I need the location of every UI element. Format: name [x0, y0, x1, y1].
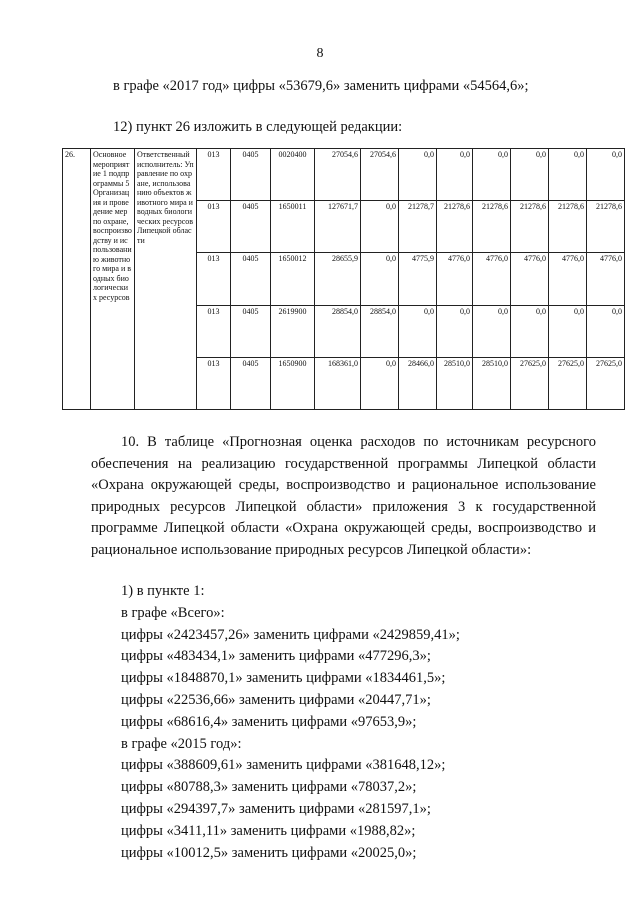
table-cell: 4776,0: [473, 253, 511, 305]
table-cell: 0,0: [587, 305, 625, 357]
table-cell: 21278,6: [587, 201, 625, 253]
table-cell: 1650011: [271, 201, 315, 253]
table-cell: 21278,6: [437, 201, 473, 253]
table-cell: 27625,0: [587, 357, 625, 409]
table-cell: 28854,0: [315, 305, 361, 357]
list-item: цифры «3411,11» заменить цифрами «1988,82»;: [121, 822, 416, 839]
table-cell: 28854,0: [361, 305, 399, 357]
table-cell: 0405: [231, 305, 271, 357]
table-cell: 27054,6: [315, 149, 361, 201]
table-cell: 013: [197, 305, 231, 357]
table-cell: 0,0: [511, 149, 549, 201]
table-cell: 4776,0: [549, 253, 587, 305]
list-item: цифры «80788,3» заменить цифрами «78037,2»;: [121, 779, 417, 796]
amendment-line-2017: в графе «2017 год» цифры «53679,6» заменить цифрами «54564,6»;: [113, 78, 529, 94]
row-number-cell: 26.: [63, 149, 91, 410]
table-cell: 21278,6: [549, 201, 587, 253]
table-cell: 27054,6: [361, 149, 399, 201]
table-cell: 0,0: [549, 305, 587, 357]
amendment-list: [121, 581, 460, 864]
list-item: в графе «Всего»:: [121, 604, 225, 621]
budget-table: [62, 148, 622, 410]
table-cell: 27625,0: [511, 357, 549, 409]
table-cell: 0,0: [361, 201, 399, 253]
table-cell: 013: [197, 253, 231, 305]
table-cell: 013: [197, 201, 231, 253]
list-item: цифры «388609,61» заменить цифрами «381648,12»;: [121, 757, 446, 774]
table-cell: 0,0: [361, 357, 399, 409]
list-item: цифры «1848870,1» заменить цифрами «1834461,5»;: [121, 670, 446, 687]
table-cell: 21278,7: [399, 201, 437, 253]
list-item: цифры «483434,1» заменить цифрами «477296,3»;: [121, 648, 431, 665]
table-cell: 0,0: [399, 149, 437, 201]
table-cell: 0020400: [271, 149, 315, 201]
list-item: цифры «68616,4» заменить цифрами «97653,9»;: [121, 713, 417, 730]
table-cell: 21278,6: [473, 201, 511, 253]
list-item: в графе «2015 год»:: [121, 735, 242, 752]
table-cell: 0,0: [437, 149, 473, 201]
table-cell: 0405: [231, 357, 271, 409]
list-item: цифры «22536,66» заменить цифрами «20447,71»;: [121, 691, 431, 708]
table-cell: 28655,9: [315, 253, 361, 305]
table-cell: 013: [197, 149, 231, 201]
table-cell: 0405: [231, 149, 271, 201]
table-cell: 0,0: [511, 305, 549, 357]
table-cell: 4776,0: [587, 253, 625, 305]
table-cell: 4776,0: [511, 253, 549, 305]
table-cell: 2619900: [271, 305, 315, 357]
table-cell: 0,0: [473, 305, 511, 357]
table-cell: 013: [197, 357, 231, 409]
paragraph-10: 10. В таблице «Прогнозная оценка расходов по источникам ресурсного обеспечения на реализацию государственной программы Липецкой области «Охрана окружающей среды, воспроизводство и рациональное использование природных ресурсов Липецкой области» приложения 3 к государственной программе Липецкой области «Охрана окружающей среды, воспроизводство и рациональное использование природных ресурсов Липецкой области»:: [91, 434, 596, 558]
table-cell: 0,0: [437, 305, 473, 357]
table-cell: 28510,0: [437, 357, 473, 409]
table-cell: 0,0: [399, 305, 437, 357]
event-cell: Основное мероприятие 1 подпрограммы 5 Организация и проведение мер по охране, воспроизводству и использованию животного мира и водных биологических ресурсов: [91, 149, 135, 410]
table-cell: 0,0: [361, 253, 399, 305]
table-cell: 4776,0: [437, 253, 473, 305]
table-cell: 1650012: [271, 253, 315, 305]
list-item: цифры «10012,5» заменить цифрами «20025,0»;: [121, 844, 417, 861]
executor-cell: Ответственный исполнитель: Управление по охране, использованию объектов животного мира и водных биологических ресурсов Липецкой области: [135, 149, 197, 410]
item-12-heading: 12) пункт 26 изложить в следующей редакции:: [113, 119, 403, 135]
page-number: 8: [316, 46, 324, 61]
table-cell: 0,0: [549, 149, 587, 201]
table-cell: 0405: [231, 201, 271, 253]
table-cell: 0,0: [587, 149, 625, 201]
table-cell: 21278,6: [511, 201, 549, 253]
table-cell: 1650900: [271, 357, 315, 409]
table-cell: 28466,0: [399, 357, 437, 409]
list-item: цифры «2423457,26» заменить цифрами «2429859,41»;: [121, 626, 460, 643]
table-cell: 168361,0: [315, 357, 361, 409]
list-item: цифры «294397,7» заменить цифрами «281597,1»;: [121, 800, 431, 817]
table-cell: 4775,9: [399, 253, 437, 305]
table-row: [63, 149, 625, 201]
table-cell: 28510,0: [473, 357, 511, 409]
table-cell: 27625,0: [549, 357, 587, 409]
table-cell: 0405: [231, 253, 271, 305]
table-cell: 0,0: [473, 149, 511, 201]
table-cell: 127671,7: [315, 201, 361, 253]
list-item: 1) в пункте 1:: [121, 583, 205, 599]
